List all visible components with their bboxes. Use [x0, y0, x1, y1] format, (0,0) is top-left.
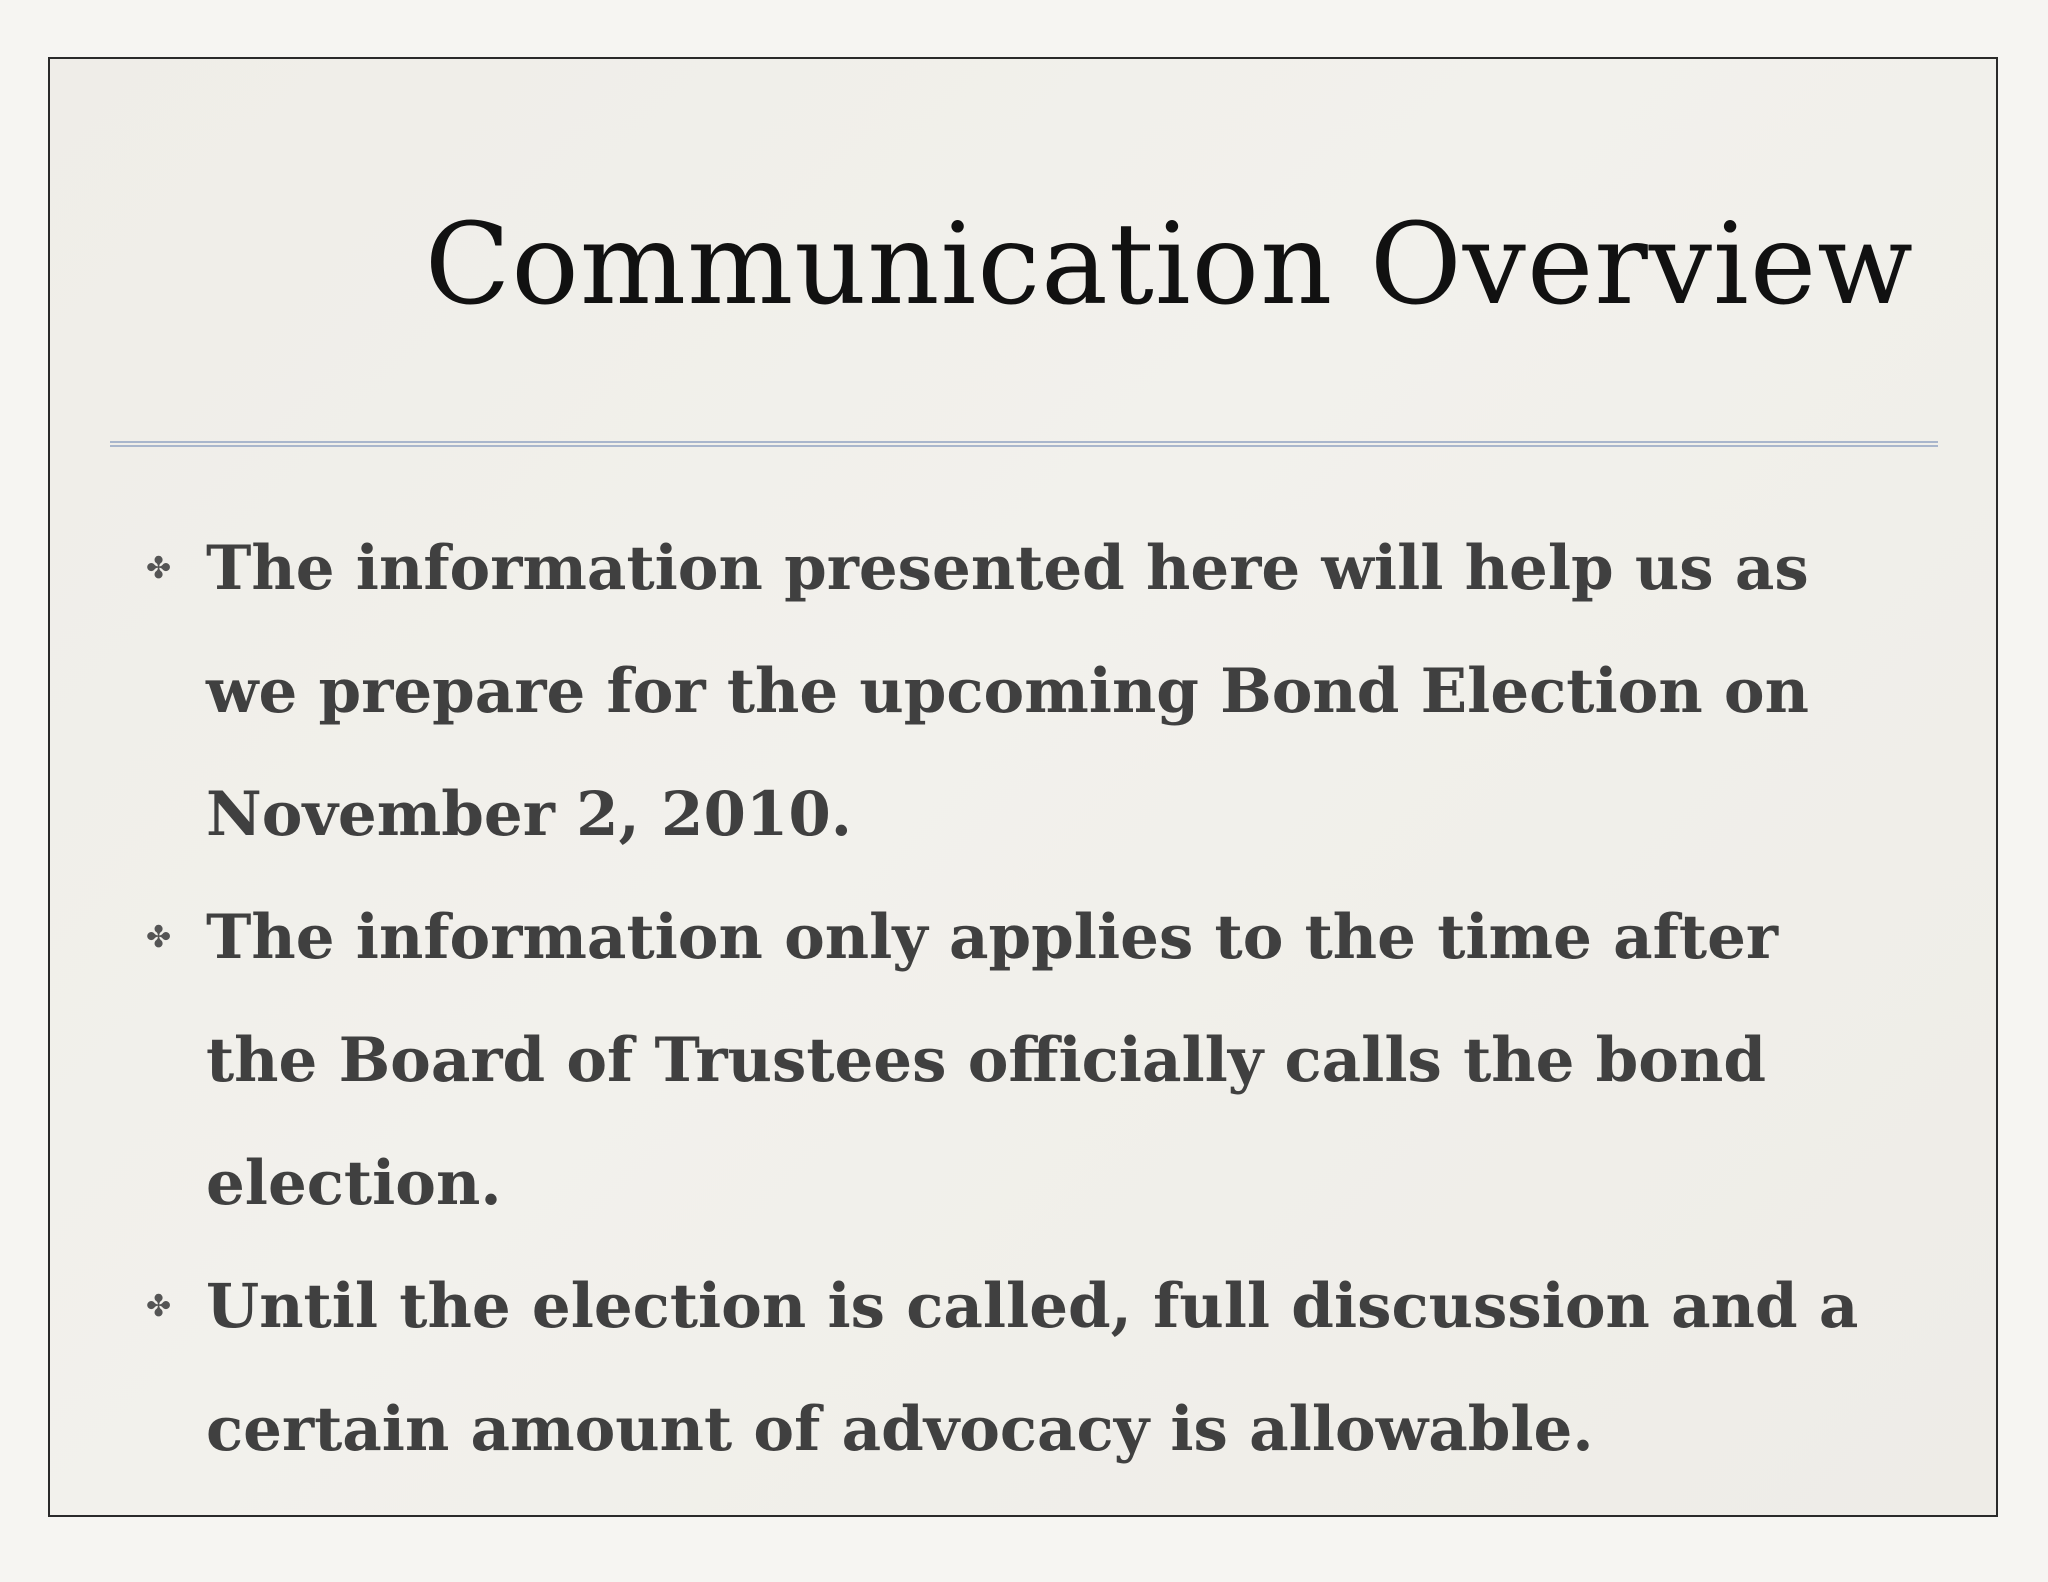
slide-title: Communication Overview — [424, 200, 1914, 330]
bullet-list — [102, 507, 1982, 1491]
bullet-item — [102, 1245, 1982, 1491]
title-divider — [110, 441, 1938, 447]
bullet-item — [102, 507, 1982, 876]
bullet-line: November 2, 2010. — [206, 779, 853, 850]
bullet-line: The information presented here will help us as — [206, 533, 1809, 604]
bullet-line: we prepare for the upcoming Bond Election on — [206, 656, 1809, 727]
bullet-line: the Board of Trustees officially calls the bond — [206, 1025, 1766, 1096]
bullet-line: certain amount of advocacy is allowable. — [206, 1394, 1594, 1465]
bullet-line: The information only applies to the time after — [206, 902, 1779, 973]
asterisk-bullet-icon: ✤ — [146, 551, 172, 586]
bullet-line: Until the election is called, full discussion and a — [206, 1271, 1859, 1342]
asterisk-bullet-icon: ✤ — [146, 1289, 172, 1324]
bullet-item — [102, 876, 1982, 1245]
bullet-line: election. — [206, 1148, 502, 1219]
asterisk-bullet-icon: ✤ — [146, 920, 172, 955]
slide-frame — [48, 57, 1998, 1517]
